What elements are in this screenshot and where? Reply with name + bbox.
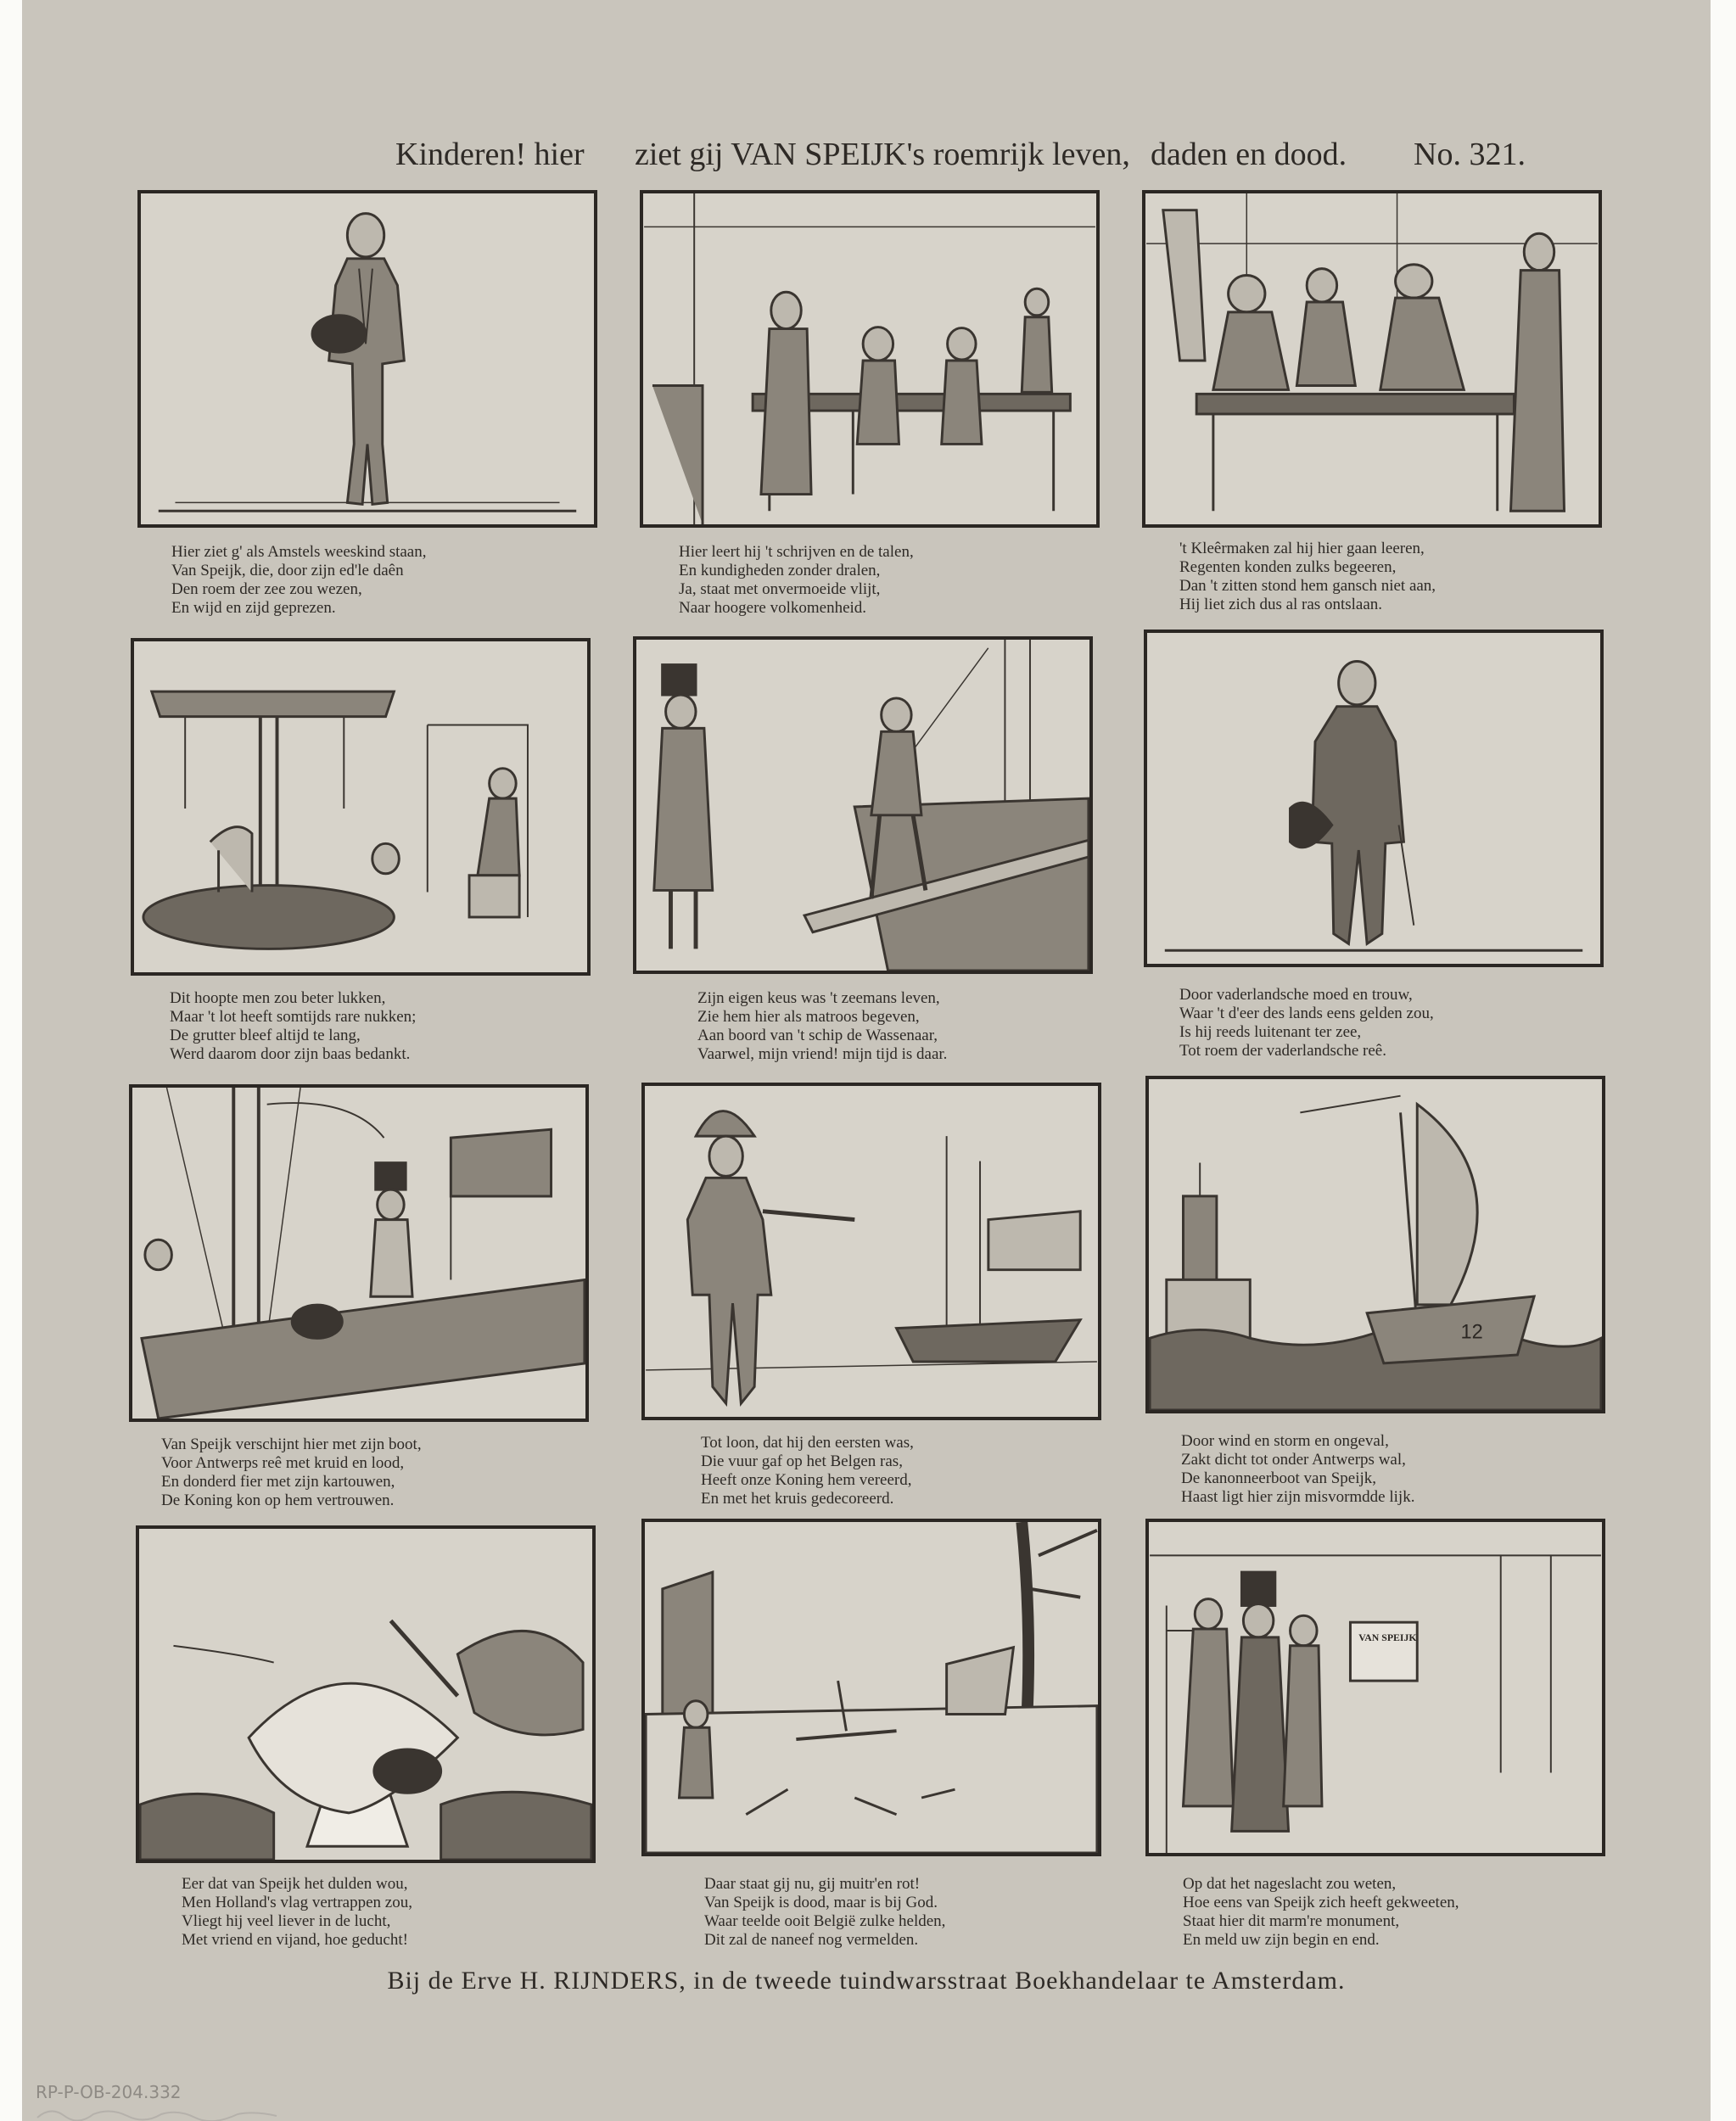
panel-6-lieutenant	[1144, 630, 1604, 967]
title-part-3: daden en dood.	[1151, 137, 1347, 172]
sheet-number: No. 321.	[1414, 137, 1526, 172]
panel-8-decorated	[641, 1083, 1101, 1420]
panel-4-mill	[131, 638, 591, 976]
woodcut-horse-mill	[134, 641, 587, 972]
woodcut-schoolroom	[643, 193, 1096, 524]
verse-2: Hier leert hij 't schrijven en de talen, En kundigheden zonder dralen, Ja, staat met onvermoeide vlijt, Naar hoogere volkomenheid.	[679, 543, 914, 617]
inventory-number: RP-P-OB-204.332	[36, 2082, 182, 2102]
boat-number: 12	[1460, 1321, 1483, 1344]
verse-4: Dit hoopte men zou beter lukken, Maar 't lot heeft somtijds rare nukken; De grutter bleef altijd te lang, Werd daarom door zijn baas bedankt.	[170, 989, 417, 1063]
woodcut-orphan-boy	[141, 193, 594, 524]
panel-12-monument	[1145, 1519, 1605, 1856]
verse-8: Tot loon, dat hij den eersten was, Die vuur gaf op het Belgen ras, Heeft onze Koning hem vereerd, En met het kruis gedecoreerd.	[701, 1434, 914, 1508]
woodcut-lieutenant	[1147, 633, 1600, 964]
panel-3-tailor	[1142, 190, 1602, 528]
woodcut-aftermath	[645, 1522, 1098, 1853]
title-part-2: ziet gij VAN SPEIJK's roemrijk leven,	[635, 137, 1130, 172]
handwritten-note	[34, 2102, 280, 2121]
panel-2-school	[640, 190, 1100, 528]
sheet-title	[22, 136, 1711, 187]
panel-7-gunboat	[129, 1084, 589, 1422]
woodcut-storm-ship	[1149, 1079, 1602, 1410]
print-sheet	[22, 0, 1711, 2121]
verse-10: Eer dat van Speijk het dulden wou, Men Holland's vlag vertrappen zou, Vliegt hij veel liever in de lucht, Met vriend en vijand, hoe geducht!	[182, 1875, 412, 1949]
verse-12: Op dat het nageslacht zou weten, Hoe eens van Speijk zich heeft gekweeten, Staat hier dit marm're monument, En meld uw zijn begin en end.	[1183, 1875, 1459, 1949]
panel-11-aftermath	[641, 1519, 1101, 1856]
woodcut-boarding-ship	[636, 640, 1089, 971]
panel-9-storm	[1145, 1076, 1605, 1413]
woodcut-tailor-shop	[1145, 193, 1599, 524]
woodcut-officer-and-ship	[645, 1086, 1098, 1417]
verse-3: 't Kleêrmaken zal hij hier gaan leeren, Regenten konden zulks begeeren, Dan 't zitten stond hem gansch niet aan, Hij liet zich dus al ras ontslaan.	[1179, 540, 1436, 613]
title-part-1: Kinderen! hier	[395, 137, 585, 172]
panel-5-sailor	[633, 636, 1093, 974]
verse-5: Zijn eigen keus was 't zeemans leven, Zie hem hier als matroos begeven, Aan boord van 't schip de Wassenaar, Vaarwel, mijn vriend! mijn tijd is daar.	[697, 989, 948, 1063]
woodcut-explosion	[139, 1529, 592, 1860]
panel-10-explosion	[136, 1525, 596, 1863]
woodcut-gunboat-battle	[132, 1088, 585, 1419]
verse-1: Hier ziet g' als Amstels weeskind staan, Van Speijk, die, door zijn ed'le daên Den roem der zee zou wezen, En wijd en zijd geprezen.	[171, 543, 427, 617]
monument-sign-text: VAN SPEIJK	[1358, 1631, 1417, 1643]
verse-11: Daar staat gij nu, gij muitr'en rot! Van Speijk is dood, maar is bij God. Waar teelde ooit België zulke helden, Dit zal de naneef nog vermelden.	[704, 1875, 946, 1949]
panel-1-orphan-boy	[137, 190, 597, 528]
verse-7: Van Speijk verschijnt hier met zijn boot, Voor Antwerps reê met kruid en lood, En donderd fier met zijn kartouwen, De Koning kon op hem vertrouwen.	[161, 1435, 422, 1509]
publisher-imprint: Bij de Erve H. RIJNDERS, in de tweede tuindwarsstraat Boekhandelaar te Amsterdam.	[387, 1967, 1346, 1995]
verse-6: Door vaderlandsche moed en trouw, Waar 't d'eer des lands eens gelden zou, Is hij reeds luitenant ter zee, Tot roem der vaderlandsche reê.	[1179, 986, 1434, 1060]
verse-9: Door wind en storm en ongeval, Zakt dicht tot onder Antwerps wal, De kanonneerboot van Speijk, Haast ligt hier zijn misvormdde lijk.	[1181, 1432, 1415, 1506]
woodcut-monument	[1149, 1522, 1602, 1853]
